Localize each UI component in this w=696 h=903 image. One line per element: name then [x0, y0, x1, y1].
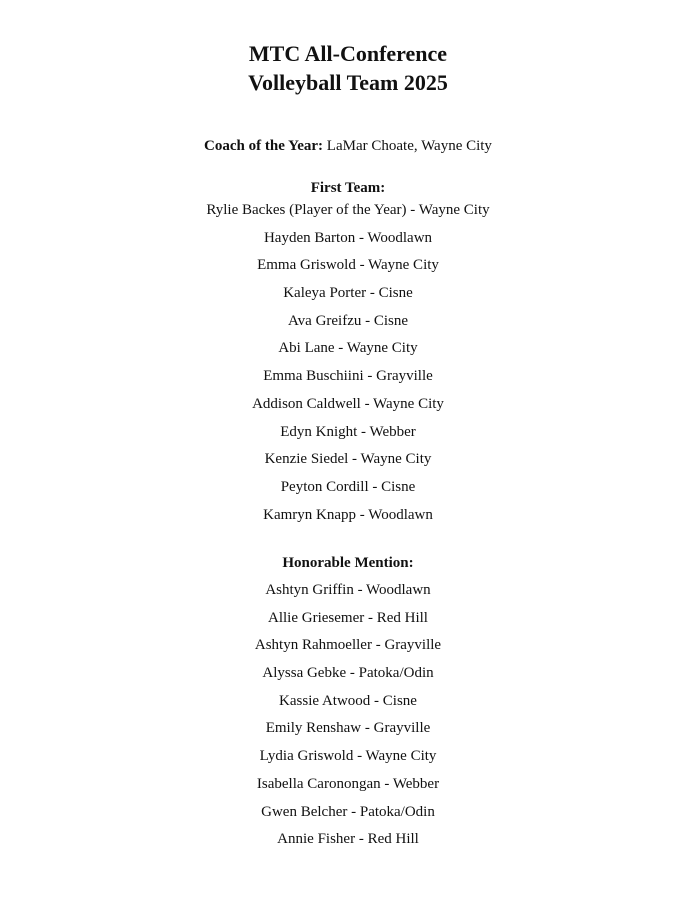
- honorable-mention-heading: Honorable Mention:: [282, 555, 414, 571]
- list-item: Isabella Caronongan - Webber: [256, 775, 440, 792]
- coach-of-the-year: [0, 136, 696, 156]
- coach-label: Coach of the Year:: [204, 138, 324, 154]
- list-item: Kamryn Knapp - Woodlawn: [263, 506, 433, 523]
- list-item: Hayden Barton - Woodlawn: [263, 229, 433, 246]
- list-item: Ava Greifzu - Cisne: [287, 312, 409, 329]
- list-item: Emily Renshaw - Grayville: [265, 720, 431, 737]
- list-item: Addison Caldwell - Wayne City: [252, 395, 444, 412]
- list-item: Rylie Backes (Player of the Year) - Wayne City: [206, 202, 490, 218]
- list-item: Kassie Atwood - Cisne: [279, 692, 417, 709]
- list-item: Ashtyn Griffin - Woodlawn: [265, 582, 431, 598]
- list-item: Gwen Belcher - Patoka/Odin: [261, 803, 435, 820]
- list-item: Edyn Knight - Webber: [280, 423, 416, 440]
- list-item: Ashtyn Rahmoeller - Grayville: [254, 637, 442, 654]
- list-item: Kenzie Siedel - Wayne City: [264, 451, 432, 468]
- list-item: Annie Fisher - Red Hill: [277, 831, 419, 848]
- list-item: Allie Griesemer - Red Hill: [268, 609, 428, 626]
- first-team-heading: First Team:: [310, 180, 386, 196]
- honorable-mention-list: [0, 577, 696, 854]
- list-item: Peyton Cordill - Cisne: [280, 478, 416, 495]
- list-item: Lydia Griswold - Wayne City: [259, 748, 437, 765]
- list-item: Emma Buschiini - Grayville: [263, 368, 433, 385]
- first-team-list: [0, 197, 696, 529]
- list-item: Abi Lane - Wayne City: [278, 340, 418, 357]
- page-title: [0, 39, 696, 97]
- list-item: Alyssa Gebke - Patoka/Odin: [262, 665, 434, 682]
- title-line-1: MTC All-Conference: [248, 41, 448, 66]
- list-item: Kaleya Porter - Cisne: [283, 285, 413, 302]
- coach-value: LaMar Choate, Wayne City: [323, 138, 492, 154]
- title-line-2: Volleyball Team 2025: [248, 70, 448, 95]
- list-item: Emma Griswold - Wayne City: [257, 257, 439, 274]
